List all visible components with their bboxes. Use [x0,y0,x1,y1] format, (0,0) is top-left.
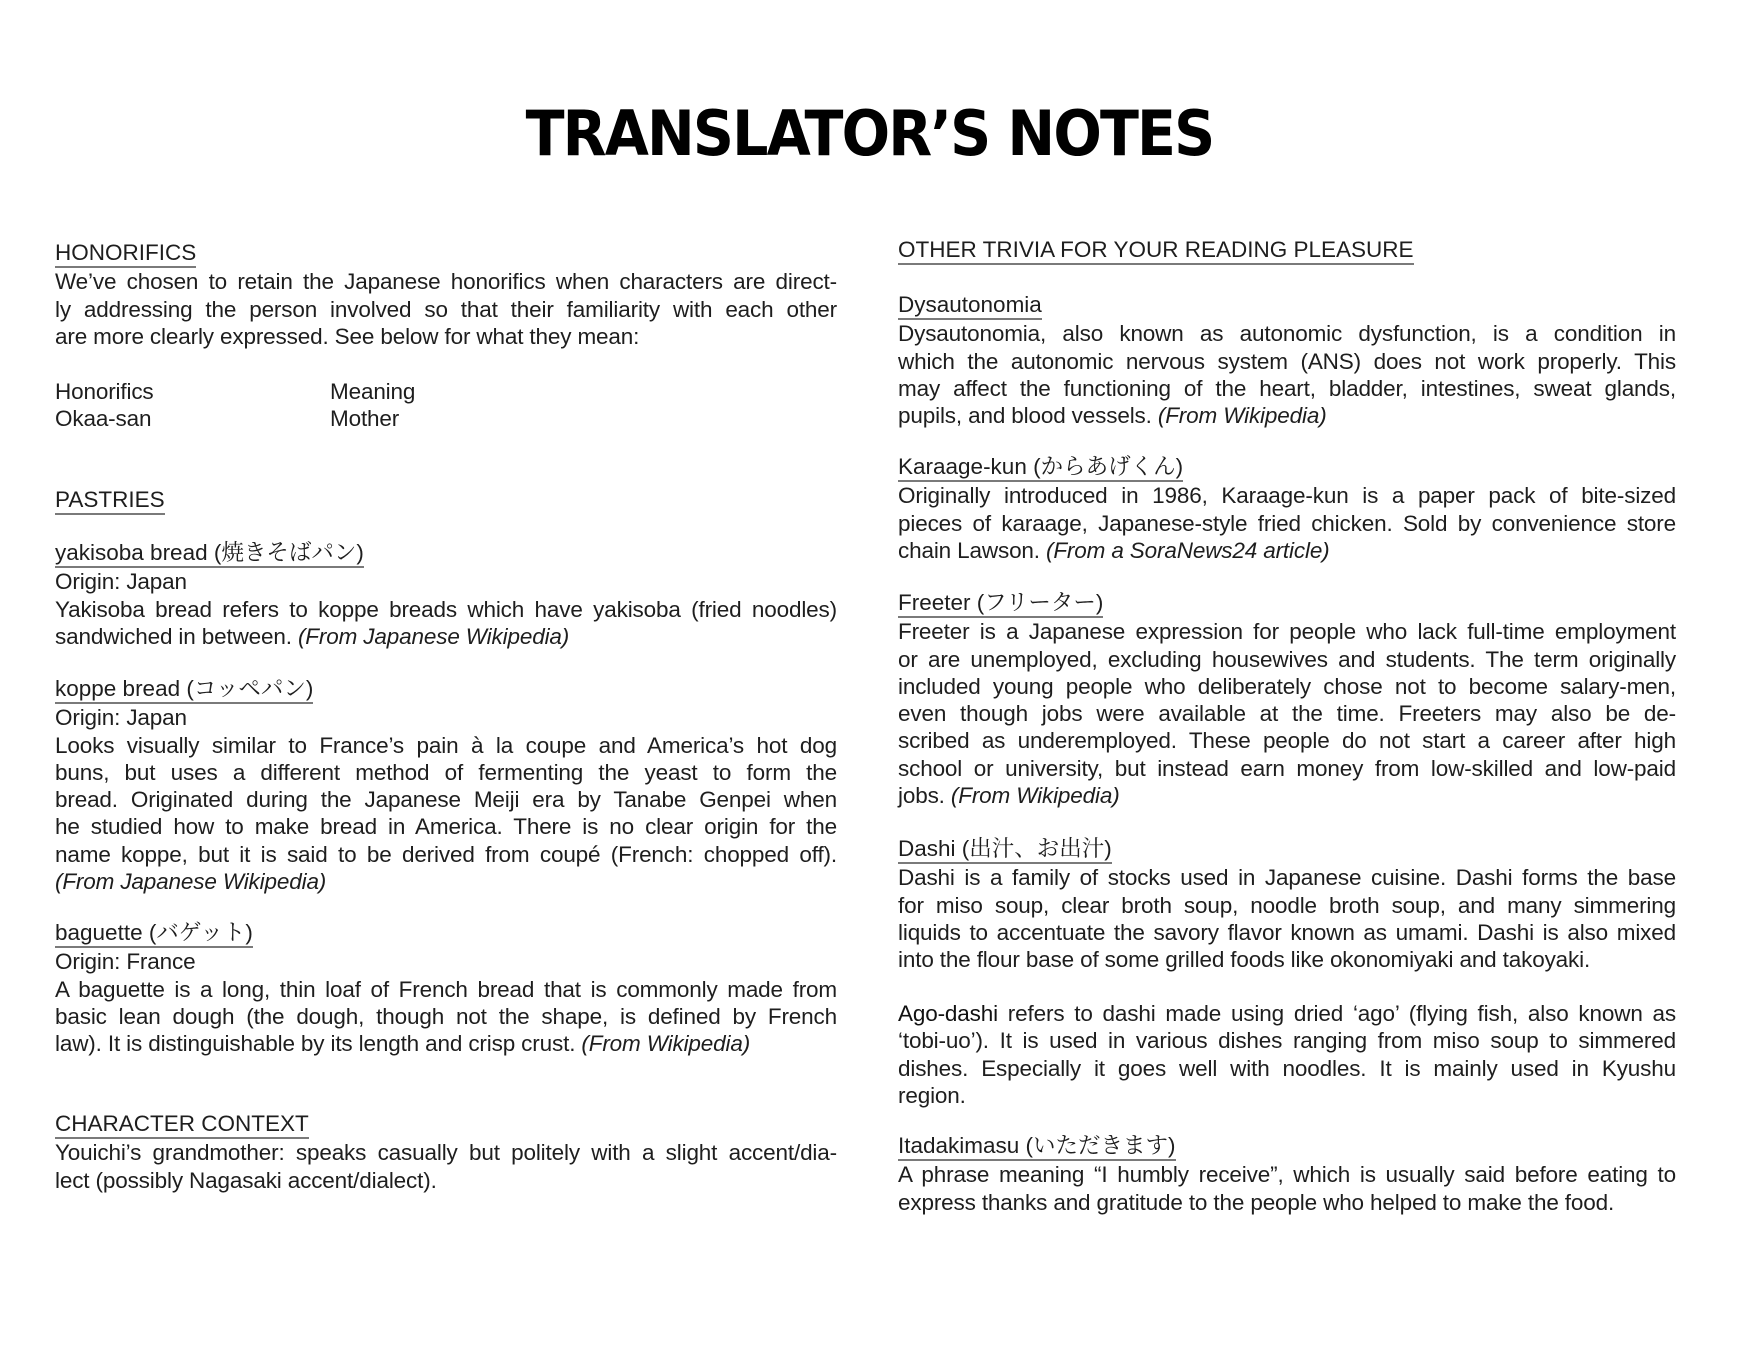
honorifics-table [55,378,837,433]
trivia-section [898,238,1676,265]
paragraph-line: school or university, but instead earn money from low-skilled and low-paid [898,755,1676,781]
paragraph-text: refers to dashi made using dried ‘ago’ (flying fish, also known as [997,1001,1676,1026]
paragraph-line [55,1030,837,1057]
origin-text: Origin: France [55,949,196,975]
trivia-item-itadakimasu [898,1134,1676,1216]
section-heading-pastries: PASTRIES [55,488,165,515]
section-heading-character-context: CHARACTER CONTEXT [55,1112,309,1139]
term-heading: yakisoba bread (焼きそばパン) [55,541,364,568]
trivia-item-karaage-kun [898,455,1676,564]
paragraph-text: jobs. [898,783,951,809]
character-context-section [55,1112,837,1194]
paragraph-line: scribed as underemployed. These people do not start a career after high [898,728,1676,754]
term-heading: Dashi (出汁、お出汁) [898,837,1112,864]
paragraph-line: Originally introduced in 1986, Karaage-kun is a paper pack of bite-sized [898,483,1676,509]
source-citation: (From Wikipedia) [581,1031,751,1057]
term-heading: baguette (バゲット) [55,921,253,948]
page-title: TRANSLATOR’S NOTES [525,97,1214,170]
paragraph-text: sandwiched in between. [55,623,298,649]
paragraph-line: Dysautonomia, also known as autonomic dysfunction, is a condition in [898,321,1676,347]
origin-text: Origin: Japan [55,705,187,731]
lead-term: Ago-dashi [898,1001,998,1026]
paragraph-line: buns, but uses a different method of fermenting the yeast to form the [55,759,837,785]
paragraph-line: which the autonomic nervous system (ANS) does not work properly. This [898,348,1676,374]
origin-text: Origin: Japan [55,569,187,595]
paragraph-line [898,537,1676,564]
right-column [898,0,1676,1365]
paragraph-line [898,402,1676,429]
pastry-item-yakisoba [55,541,837,650]
paragraph-text: chain Lawson. [898,537,1046,563]
paragraph-line: are more clearly expressed. See below for what they mean: [55,323,640,349]
paragraph-line: ly addressing the person involved so that their familiarity with each other [55,296,837,322]
paragraph-line: for miso soup, clear broth soup, noodle broth soup, and many simmering [898,892,1676,918]
table-cell-meaning: Mother [330,406,400,432]
paragraph-line: name koppe, but it is said to be derived from coupé (French: chopped off). [55,841,837,867]
paragraph-line: Yakisoba bread refers to koppe breads which have yakisoba (fried noodles) [55,596,837,622]
paragraph-line: Looks visually similar to France’s pain à la coupe and America’s hot dog [55,732,837,758]
paragraph-line: liquids to accentuate the savory flavor known as umami. Dashi is also mixed [898,919,1676,945]
paragraph-line: he studied how to make bread in America. There is no clear origin for the [55,814,837,840]
source-citation: (From a SoraNews24 article) [1046,537,1330,563]
honorifics-section [55,241,837,350]
paragraph-line [898,1000,1676,1027]
paragraph-line: A phrase meaning “I humbly receive”, which is usually said before eating to [898,1162,1676,1188]
trivia-item-ago-dashi [898,1000,1676,1109]
pastry-item-koppe [55,677,837,895]
pastry-item-baguette [55,921,837,1057]
trivia-item-dashi [898,837,1676,973]
table-header-meaning: Meaning [330,379,416,404]
paragraph-line: express thanks and gratitude to the people who helped to make the food. [898,1189,1615,1215]
paragraph-line: region. [898,1082,966,1108]
paragraph-line: Youichi’s grandmother: speaks casually but politely with a slight accent/dia- [55,1140,837,1166]
source-citation: (From Wikipedia) [950,783,1120,809]
paragraph-text: law). It is distinguishable by its length and crisp crust. [55,1031,582,1057]
paragraph-line: basic lean dough (the dough, though not the shape, is defined by French [55,1003,837,1029]
source-citation: (From Japanese Wikipedia) [55,869,327,895]
table-header-honorifics: Honorifics [55,379,154,404]
paragraph-line: lect (possibly Nagasaki accent/dialect). [55,1167,437,1193]
section-heading-other-trivia: OTHER TRIVIA FOR YOUR READING PLEASURE [898,238,1414,265]
trivia-item-freeter [898,591,1676,809]
paragraph-line: Freeter is a Japanese expression for people who lack full-time employment [898,619,1676,645]
paragraph-line: pieces of karaage, Japanese-style fried chicken. Sold by convenience store [898,510,1676,536]
paragraph-line: We’ve chosen to retain the Japanese honorifics when characters are direct- [55,269,837,295]
paragraph-line: even though jobs were available at the time. Freeters may also be de- [898,701,1676,727]
section-heading-honorifics: HONORIFICS [55,241,196,268]
paragraph-line [898,782,1676,809]
term-heading: Freeter (フリーター) [898,591,1103,618]
left-column [55,0,837,1365]
table-cell-honorific: Okaa-san [55,406,152,432]
paragraph-line: into the flour base of some grilled foods like okonomiyaki and takoyaki. [898,947,1591,973]
paragraph-line: dishes. Especially it goes well with noodles. It is mainly used in Kyushu [898,1055,1676,1081]
pastries-section [55,488,837,515]
term-heading: Itadakimasu (いただきます) [898,1134,1176,1161]
term-heading: koppe bread (コッペパン) [55,677,313,704]
source-citation: (From Japanese Wikipedia) [297,623,570,649]
trivia-item-dysautonomia [898,293,1676,429]
paragraph-line: or are unemployed, excluding housewives and students. The term originally [898,646,1676,672]
term-heading: Karaage-kun (からあげくん) [898,455,1183,482]
paragraph-line [55,868,837,895]
paragraph-line: A baguette is a long, thin loaf of French bread that is commonly made from [55,976,837,1002]
term-heading: Dysautonomia [898,293,1042,320]
paragraph-line: included young people who deliberately chose not to become salary-men, [898,673,1676,699]
paragraph-text: pupils, and blood vessels. [898,403,1158,429]
paragraph-line: bread. Originated during the Japanese Meiji era by Tanabe Genpei when [55,787,837,813]
paragraph-line: ‘tobi-uo’). It is used in various dishes ranging from miso soup to simmered [898,1028,1676,1054]
paragraph-line: may affect the functioning of the heart, bladder, intestines, sweat glands, [898,375,1676,401]
paragraph-line [55,623,837,650]
source-citation: (From Wikipedia) [1157,403,1327,429]
paragraph-line: Dashi is a family of stocks used in Japanese cuisine. Dashi forms the base [898,865,1676,891]
